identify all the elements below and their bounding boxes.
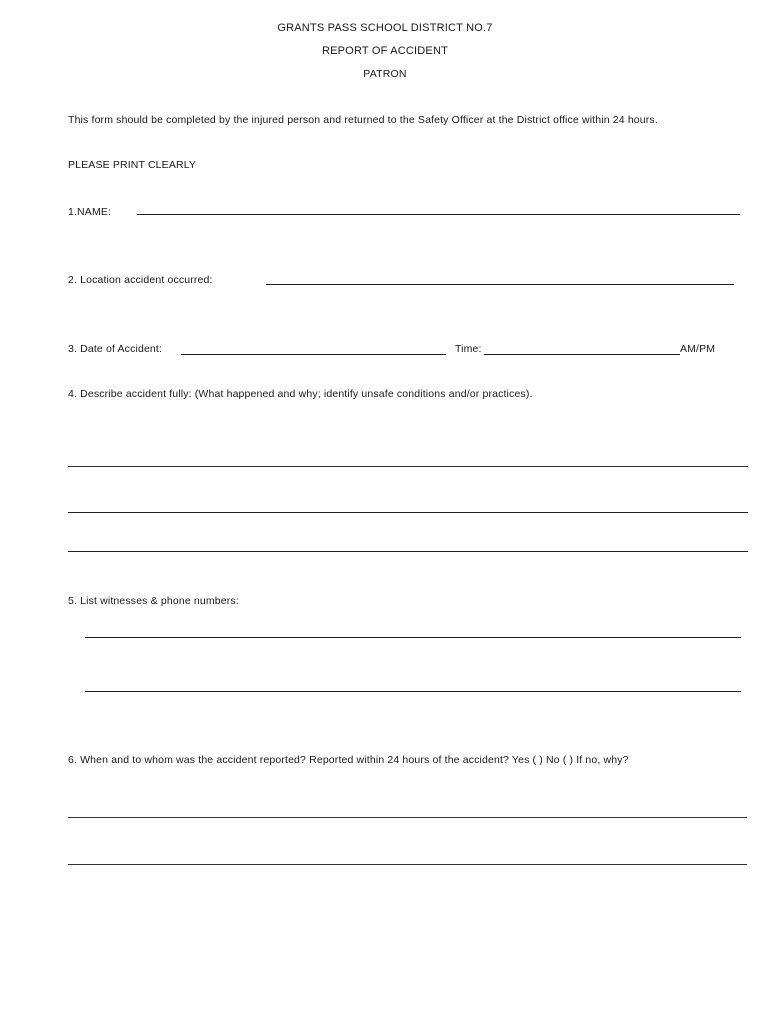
report-subtitle: PATRON (363, 68, 407, 80)
reported-line-1 (68, 817, 747, 818)
witnesses-label: 5. List witnesses & phone numbers: (68, 595, 239, 607)
reported-line-2-field[interactable] (68, 849, 746, 863)
name-field[interactable] (137, 200, 739, 214)
reported-line-2 (68, 864, 747, 865)
name-label: 1.NAME: (68, 206, 112, 218)
describe-line-3-field[interactable] (68, 536, 747, 550)
ampm-label: AM/PM (680, 343, 716, 355)
describe-line-1 (68, 466, 748, 467)
date-label: 3. Date of Accident: (68, 343, 163, 355)
describe-line-1-field[interactable] (68, 451, 747, 465)
location-underline (266, 284, 734, 285)
witness-line-2 (85, 691, 741, 692)
reported-label: 6. When and to whom was the accident reported? Reported within 24 hours of the accident? Yes ( ) No ( ) If no, why? (68, 754, 629, 766)
name-underline (137, 214, 740, 215)
date-field[interactable] (181, 339, 445, 353)
describe-line-2-field[interactable] (68, 497, 747, 511)
time-field[interactable] (484, 339, 679, 353)
describe-line-3 (68, 551, 748, 552)
describe-label: 4. Describe accident fully: (What happened and why; identify unsafe conditions and/or practices). (68, 388, 533, 400)
witness-line-1 (85, 637, 741, 638)
witness-line-1-field[interactable] (85, 622, 740, 636)
date-underline (181, 354, 446, 355)
location-label: 2. Location accident occurred: (68, 274, 213, 286)
reported-line-1-field[interactable] (68, 802, 746, 816)
time-underline (484, 354, 680, 355)
print-clearly-notice: PLEASE PRINT CLEARLY (68, 159, 197, 171)
report-title: REPORT OF ACCIDENT (321, 45, 449, 57)
instructions-text: This form should be completed by the injured person and returned to the Safety Officer at the District office within 24 hours. (68, 114, 658, 126)
witness-line-2-field[interactable] (85, 676, 740, 690)
location-field[interactable] (266, 269, 733, 283)
time-label: Time: (455, 343, 482, 355)
district-title: GRANTS PASS SCHOOL DISTRICT NO.7 (277, 22, 493, 34)
describe-line-2 (68, 512, 748, 513)
